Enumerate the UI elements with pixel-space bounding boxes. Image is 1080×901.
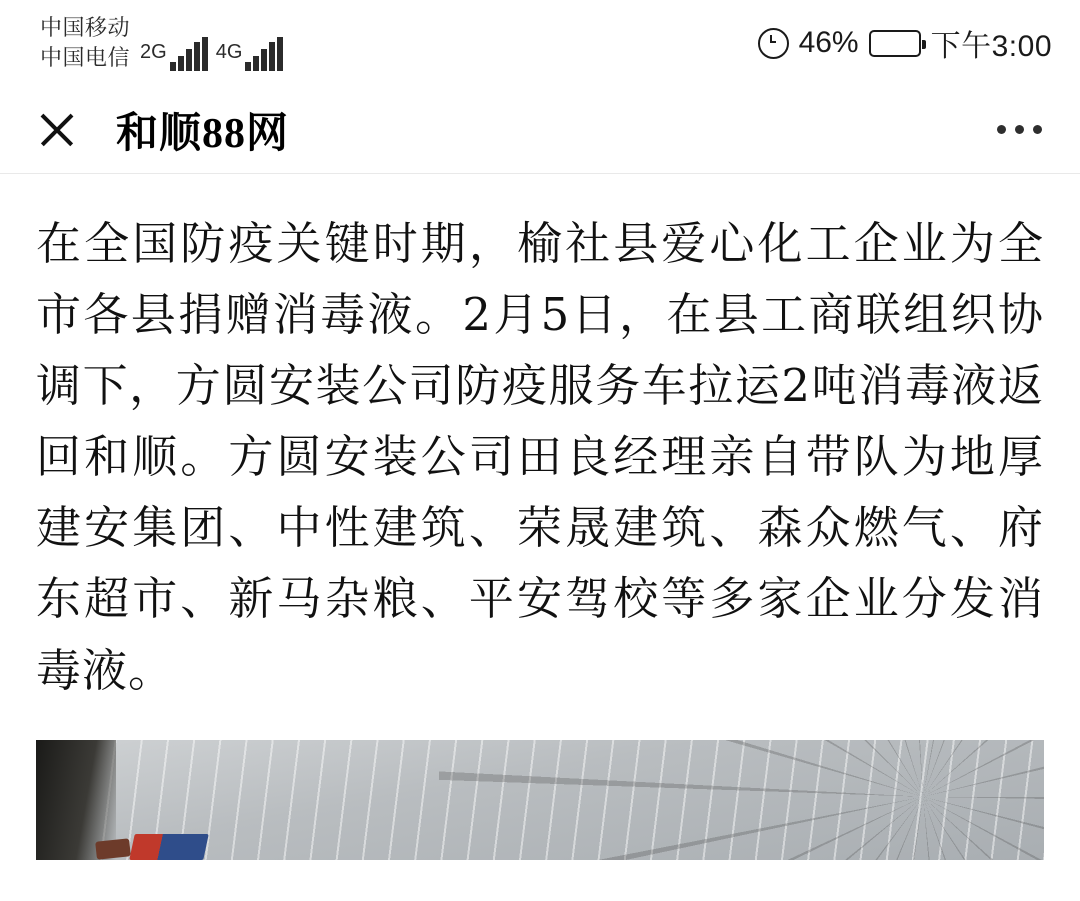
article-image-web — [439, 740, 1044, 860]
page-title: 和顺88网 — [116, 110, 290, 157]
status-bar-clock: 下午3:00 — [930, 30, 1052, 63]
close-icon[interactable] — [34, 107, 80, 153]
battery-percent-label: 46% — [798, 26, 859, 59]
article-image-object — [95, 838, 131, 859]
network-type-label-2: 4G — [215, 41, 243, 63]
alarm-clock-icon — [758, 28, 789, 59]
carrier-names — [40, 13, 130, 72]
battery-icon — [869, 30, 921, 57]
signal-bars-icon — [170, 37, 210, 71]
network-type-label: 2G — [140, 41, 167, 63]
article-image-flag — [129, 834, 209, 860]
signal-indicators — [140, 15, 291, 71]
signal-unit-primary — [140, 37, 210, 71]
article-image — [36, 740, 1044, 860]
article-image-container — [0, 740, 1080, 860]
signal-unit-secondary — [216, 37, 286, 71]
signal-bars-icon-2 — [245, 37, 285, 71]
carrier-primary: 中国移动 — [40, 15, 131, 41]
status-bar-left — [40, 13, 291, 72]
carrier-secondary: 中国电信 — [40, 45, 131, 70]
status-bar-right — [758, 21, 1052, 65]
article-paragraph: 在全国防疫关键时期，榆社县爱心化工企业为全市各县捐赠消毒液。2月5日，在县工商联组织协调下，方圆安装公司防疫服务车拉运2吨消毒液返回和顺。方圆安装公司田良经理亲自带队为地厚建安集团、中性建筑、荣晟建筑、森众燃气、府东超市、新马杂粮、平安驾校等多家企业分发消毒液。 — [36, 217, 1044, 697]
app-header — [0, 86, 1080, 174]
more-dot-1 — [997, 125, 1006, 134]
more-dot-2 — [1015, 125, 1024, 134]
article-body — [0, 174, 1080, 706]
more-dot-3 — [1033, 125, 1042, 134]
status-bar — [0, 0, 1080, 86]
more-options-icon[interactable] — [995, 119, 1044, 140]
